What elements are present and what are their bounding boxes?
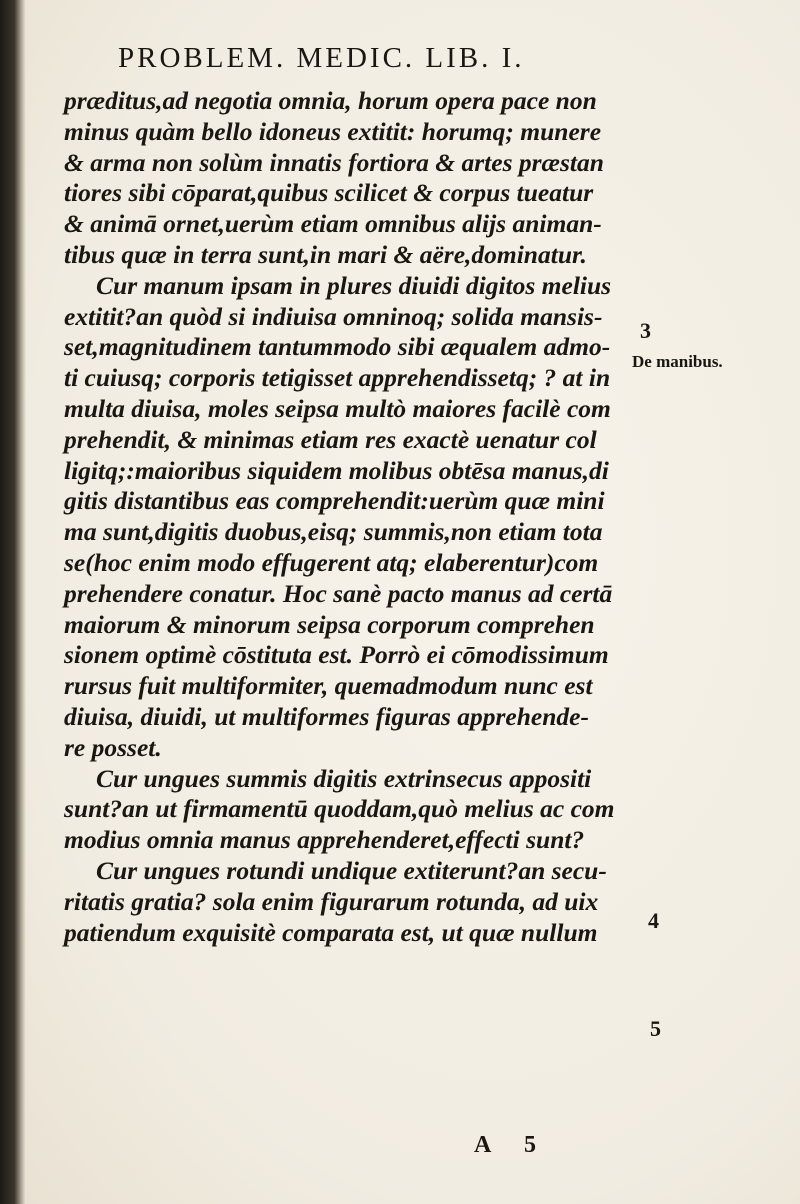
text-line: patiendum exquisitè comparata est, ut quæ nullum — [64, 917, 598, 947]
marginal-note: De manibus. — [632, 352, 723, 371]
binding-gutter — [0, 0, 26, 1204]
text-line: extitit?an quòd si indiuisa omninoq; solida mansis- — [64, 301, 603, 331]
text-line: prehendit, & minimas etiam res exactè uenatur col — [64, 424, 597, 454]
text-line: præditus,ad negotia omnia, horum opera pace non — [64, 86, 597, 115]
text-line: sionem optimè cōstituta est. Porrò ei cōmodissimum — [64, 640, 609, 670]
text-line: ritatis gratia? sola enim figurarum rotunda, ad uix — [64, 886, 599, 916]
text-line: ligitq;:maioribus siquidem molibus obtēsa manus,di — [64, 455, 609, 485]
text-line: multa diuisa, moles seipsa multò maiores facilè com — [64, 393, 611, 423]
text-line: set,magnitudinem tantummodo sibi æqualem admo- — [64, 332, 611, 362]
text-line: & animā ornet,uerùm etiam omnibus alijs animan- — [64, 209, 602, 239]
section-number-3: 3 — [640, 318, 651, 343]
text-line: tiores sibi cōparat,quibus scilicet & corpus tueatur — [64, 178, 594, 208]
text-line: modius omnia manus apprehenderet,effecti sunt? — [64, 825, 585, 855]
section-number-5: 5 — [650, 1016, 661, 1041]
text-line: & arma non solùm innatis fortiora & artes præstan — [64, 147, 604, 177]
section-number-4: 4 — [648, 908, 659, 933]
text-line: maiorum & minorum seipsa corporum comprehen — [64, 609, 595, 639]
text-line: ti cuiusq; corporis tetigisset apprehendissetq; ? at in — [64, 363, 611, 393]
text-line: Cur ungues rotundi undique extiterunt?an secu- — [96, 855, 607, 885]
text-line: diuisa, diuidi, ut multiformes figuras apprehende- — [64, 701, 589, 731]
text-line: ma sunt,digitis duobus,eisq; summis,non etiam tota — [64, 517, 603, 547]
text-line: rursus fuit multiformiter, quemadmodum nunc est — [64, 671, 593, 701]
text-line: sunt?an ut firmamentū quoddam,quò melius ac com — [64, 794, 615, 824]
text-line: re posset. — [64, 732, 162, 762]
text-line: se(hoc enim modo effugerent atq; elaberentur)com — [64, 547, 599, 577]
running-header: PROBLEM. MEDIC. LIB. I. — [118, 42, 525, 74]
signature-mark: A 5 — [474, 1132, 551, 1158]
text-line: Cur ungues summis digitis extrinsecus appositi — [96, 763, 592, 793]
text-line: Cur manum ipsam in plures diuidi digitos melius — [96, 270, 612, 300]
text-line: gitis distantibus eas comprehendit:uerùm quæ mini — [64, 486, 605, 516]
text-line: minus quàm bello idoneus extitit: horumq; munere — [64, 116, 602, 146]
text-line: tibus quæ in terra sunt,in mari & aëre,dominatur. — [64, 239, 587, 269]
body-text — [64, 86, 636, 948]
text-line: prehendere conatur. Hoc sanè pacto manus ad certā — [64, 578, 613, 608]
